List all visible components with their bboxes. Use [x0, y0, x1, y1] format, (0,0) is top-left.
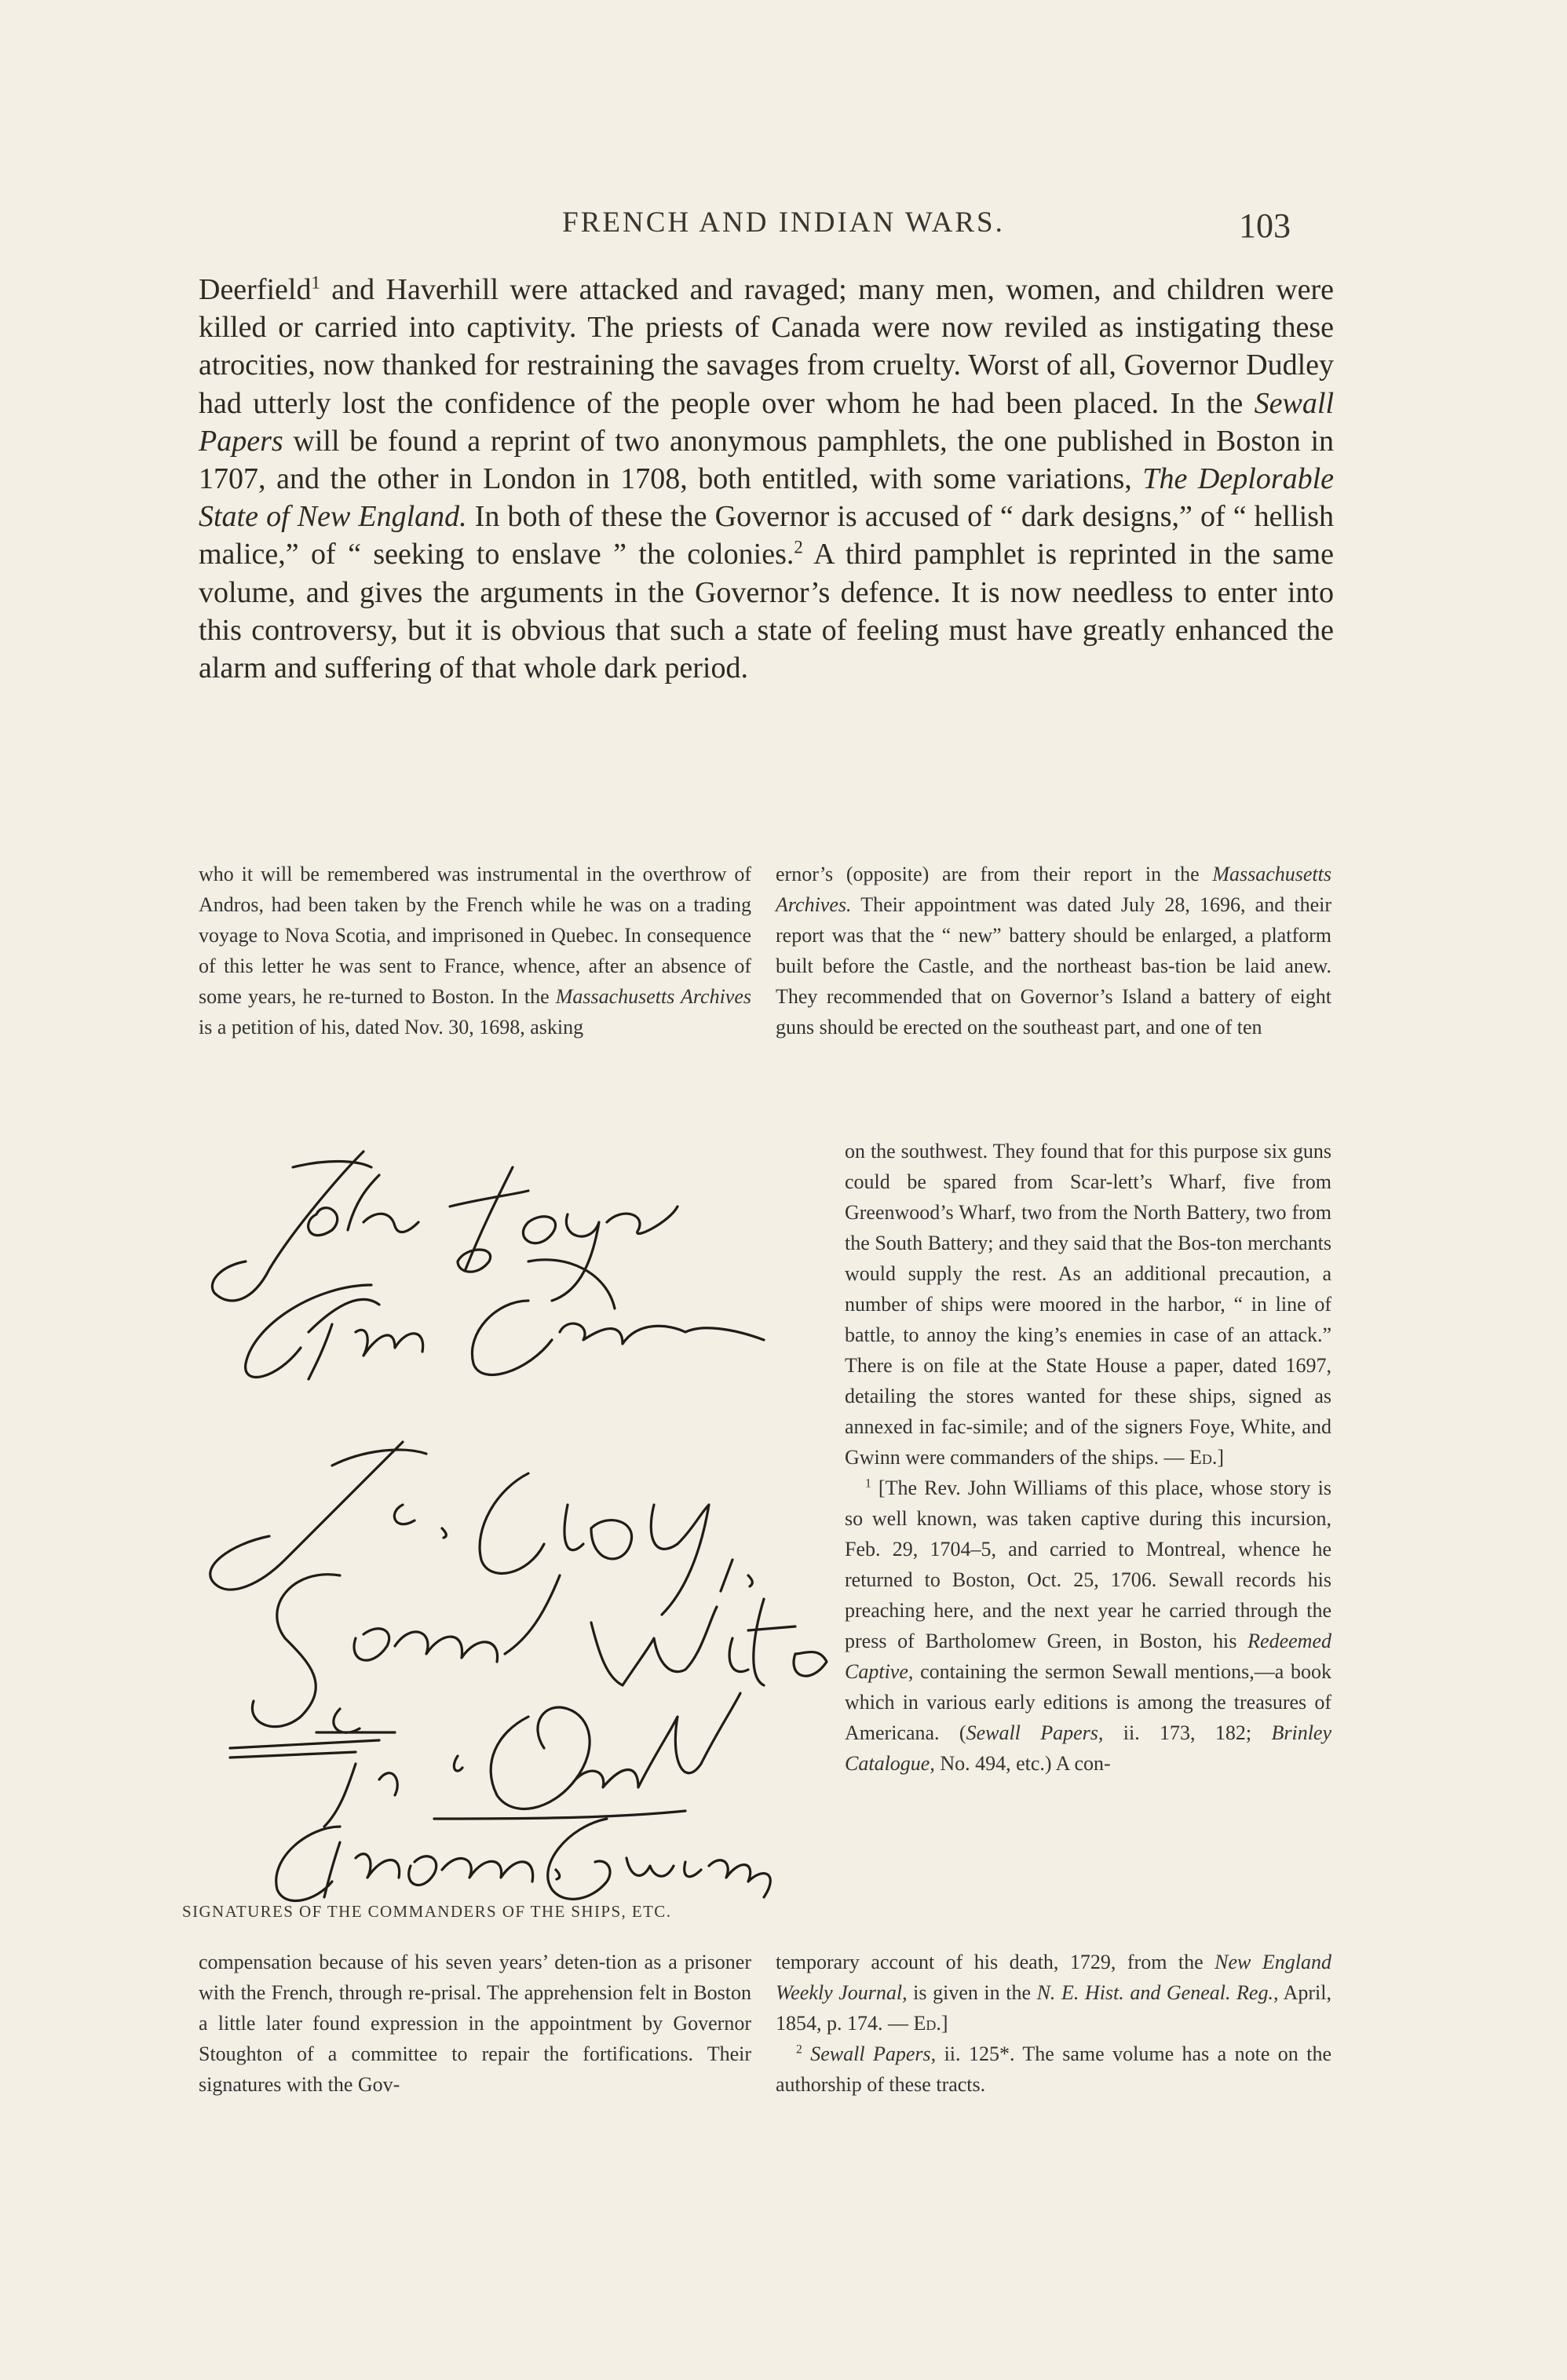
footnote-mark-1: 1 — [865, 1477, 871, 1491]
body-text: will be found a reprint of two anonymous pamphlets, the one published in Boston in 1707, and the other in London in 1708, both entitled, with some variations, — [199, 424, 1334, 496]
body-text: and Haverhill were attacked and ravaged; many men, women, and children were killed or carried into captivity. The priests of Canada were now reviled as instigating these atrocities, now thanked for restraining the savages from cruelty. Worst of all, Governor Dudley had utterly lost the confidence of the people over whom he had been placed. In the — [199, 273, 1334, 420]
footnote-text: on the southwest. They found that for this purpose six guns could be spared from Scar-lett’s Wharf, five from Greenwood’s Wharf, two from the North Battery, two from the South Battery; and they said that the Bos-ton merchants would supply the rest. As an additional precaution, a number of ships were moored in the harbor, “ in line of battle, to annoy the king’s enemies in case of an attack.” There is on file at the State House a paper, dated 1697, detailing the stores wanted for these ships, signed as annexed in fac-simile; and of the signers Foye, White, and Gwinn were commanders of the ships. — — [845, 1140, 1331, 1469]
signature-john-foye — [212, 1152, 678, 1301]
signatures-image — [199, 1136, 835, 1905]
footnote-text: ] — [1217, 1446, 1225, 1469]
right-column-bottom — [776, 1947, 1331, 2100]
signature-thom-gwinn — [276, 1819, 771, 1900]
page-number: 103 — [1239, 206, 1291, 245]
signatures-facsimile — [199, 1136, 835, 1905]
signature-saml-white — [252, 1575, 827, 1727]
main-paragraph — [199, 271, 1334, 687]
footnote-text: ii. 125*. The same volume has a note on the authorship of these tracts. — [776, 2042, 1331, 2096]
book-title: Sewall Papers, — [810, 2042, 937, 2065]
body-text: In both of these the Governor is accused of “ dark designs,” of “ hellish malice,” of “ seeking to enslave ” the colonies. — [199, 500, 1334, 571]
footnote-ref-2: 2 — [794, 537, 803, 557]
signatures-caption: SIGNATURES OF THE COMMANDERS OF THE SHIPS, ETC. — [182, 1902, 672, 1921]
book-title: Massachusetts Archives. — [776, 863, 1331, 916]
running-title: FRENCH AND INDIAN WARS. — [562, 206, 1005, 239]
footnote-text: who it will be remembered was instrumental in the overthrow of Andros, had been taken by the French while he was on a trading voyage to Nova Scotia, and imprisoned in Quebec. In consequence of this letter he was sent to France, whence, after an absence of some years, he re-turned to Boston. In the — [199, 863, 751, 1008]
footnote-text: April, 1854, p. 174. — — [776, 1981, 1332, 2035]
book-title: Sewall Papers, — [966, 1721, 1104, 1744]
body-text: Deerfield — [199, 273, 312, 306]
editor-mark: Ed. — [913, 2012, 941, 2035]
footnote-ref-1: 1 — [311, 272, 320, 293]
footnote-text: ii. 173, 182; — [1103, 1721, 1272, 1744]
running-header — [0, 206, 1567, 253]
book-title: N. E. Hist. and Geneal. Reg., — [1036, 1981, 1279, 2004]
right-column-middle — [845, 1136, 1331, 1779]
body-text: A third pamphlet is reprinted in the same volume, and gives the arguments in the Governor’s defence. It is now needless to enter into this controversy, but it is obvious that such a state of feeling must have greatly enhanced the alarm and suffering of that whole dark period. — [199, 538, 1334, 685]
footnote-text: ] — [941, 2012, 948, 2035]
book-title: Redeemed Captive, — [845, 1630, 1331, 1683]
footnote-text: [The Rev. John Williams of this place, whose story is so well known, was taken captive during this incursion, Feb. 29, 1704–5, and carried to Montreal, whence he returned to Boston, Oct. 25, 1706. Sewall records his preaching here, and the next year he carried through the press of Bartholomew Green, in Boston, his — [845, 1477, 1331, 1652]
book-title: Massachusetts Archives — [555, 985, 752, 1008]
footnote-text: is given in the — [907, 1981, 1037, 2004]
right-column-top — [776, 859, 1331, 1042]
signature-tim-clarke — [246, 1250, 764, 1379]
footnote-text: ernor’s (opposite) are from their report in the — [776, 863, 1213, 885]
footnote-text: No. 494, etc.) A con- — [934, 1752, 1111, 1775]
book-title: The Deplorable State of New England. — [199, 462, 1334, 534]
signature-jn-ruck — [230, 1693, 740, 1827]
footnote-text: containing the sermon Sewall mentions,—a book which in various early editions is among the treasures of Americana. ( — [845, 1660, 1331, 1744]
footnote-mark-2: 2 — [796, 2042, 802, 2057]
footnote-text: compensation because of his seven years’ deten-tion as a prisoner with the French, through re-prisal. The apprehension felt in Boston a little later found expression in the appointment by Governor Stoughton of a committee to repair the fortifications. Their signatures with the Gov- — [199, 1951, 751, 2096]
left-column-top — [199, 859, 751, 1042]
book-title: New England Weekly Journal, — [776, 1951, 1331, 2004]
book-title: Brinley Catalogue, — [845, 1721, 1332, 1775]
footnote-text: Their appointment was dated July 28, 1696, and their report was that the “ new” battery should be enlarged, a platform built before the Castle, and the northeast bas-tion be laid anew. They recommended that on Governor’s Island a battery of eight guns should be erected on the southeast part, and one of ten — [776, 893, 1331, 1039]
editor-mark: Ed. — [1189, 1446, 1218, 1469]
footnote-text: temporary account of his death, 1729, from the — [776, 1951, 1215, 1973]
footnote-text: is a petition of his, dated Nov. 30, 1698, asking — [199, 1016, 584, 1039]
left-column-bottom — [199, 1947, 751, 2100]
book-title: Sewall Papers — [199, 386, 1334, 458]
